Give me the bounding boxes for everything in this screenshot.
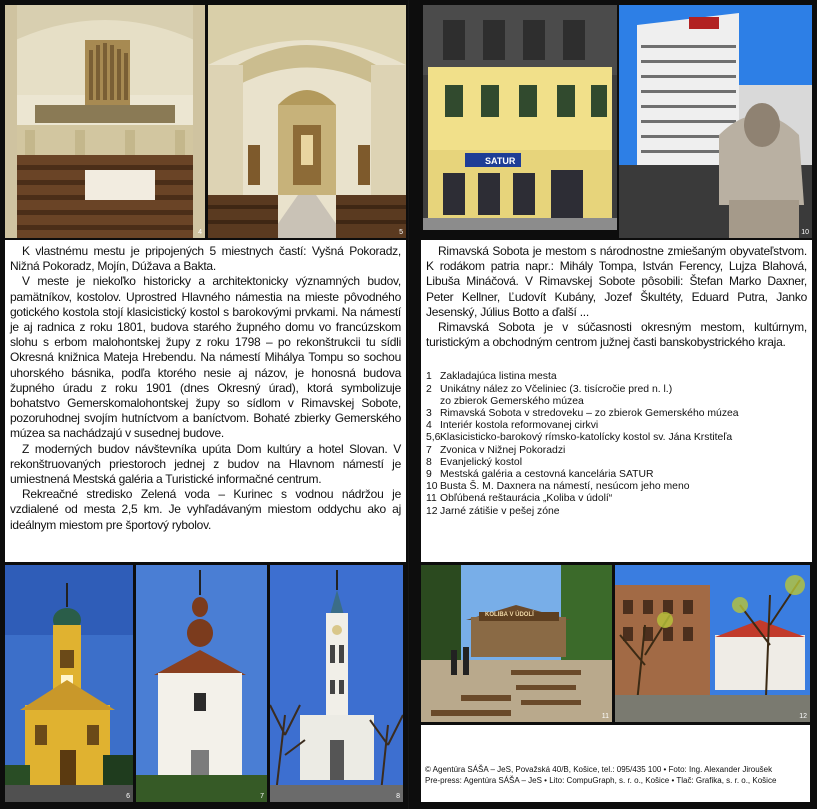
photo-number: 8 [396,793,400,800]
photo-bell-tower [136,565,267,802]
credits-line: © Agentúra SÁŠA – JeS, Považská 40/B, Košice, tel.: 095/435 100 • Foto: Ing. Alexander Jiroušek [425,765,773,774]
caption-item: zo zbierok Gemerského múzea [440,395,584,407]
text-paragraph: Rimavská Sobota je v súčasnosti okresným mestom, kultúrnym, turistickým a obchodným centrom južnej časti banskobystrického kraja. [426,320,807,350]
caption-item: 5,6 Klasicisticko-barokový rímsko-katolícky kostol sv. Jána Krstiteľa [426,432,733,444]
photo-number: 6 [126,793,130,800]
text-paragraph: K vlastnému mestu je pripojených 5 miestnych častí: Vyšná Pokoradz, Nižná Pokoradz, Mojín, Dúžava a Bakta. [10,244,401,274]
text-paragraph: Rimavská Sobota je mestom s národnostne zmiešaným obyvateľstvom. K rodákom patria napr.: Mihály Tompa, István Ferency, Lujza Blahová, Libuša Mináčová. V Rimavskej Sobote pôsobili: Štefan Marko Daxner, Peter Kellner, Ľudovít Kubány, Jozef Škultéty, Eduard Putra, Janko Jesenský, Július Botto a ďalší ... [426,244,807,319]
caption-item: 8 Evanjelický kostol [426,456,523,468]
text-paragraph: V meste je niekoľko historicky a architektonicky významných budov, pamätníkov, kostolov. Uprostred Hlavného námestia na mieste pôvodného gotického kostola stojí klasicistický kostol s barokovými prvkami. Na námestí je aj radnica z roku 1801, budova starého župného domu vo francúzskom slohu s erbom malohontskej župy z roku 1798 – po rekonštrukcii tu sídli Okresná knižnica Mateja Hrebendu. Na námestí Mihálya Tompu so sochou uhorského básnika, podľa ktorého nesie aj názov, je honosná budova župného úradu z roku 1901 (dnes Okresný úrad), ktorá symbolizuje bohatstvo Gemerskomalohontskej župy so sídlom v Rimavskej Sobote, pozoruhodnej svojím hutníctvom a baníctvom. Bohaté zbierky Gemerského múzea sa nachádzajú v susednej budove. [10,274,401,441]
caption-item: 2 Unikátny nález zo Včeliniec (3. tisícročie pred n. l.) [426,383,673,395]
photo-daxner-bust-hotel [619,5,812,238]
caption-item: 1 Zakladajúca listina mesta [426,371,557,383]
left-text-block [5,240,406,562]
photo-caption-list [426,371,807,517]
photo-pedestrian-zone [615,565,810,722]
credits-footer [421,725,810,802]
photo-number: 11 [601,713,609,720]
koliba-sign: KOLIBA V ÚDOLÍ [485,612,534,618]
photo-evangelical-church [270,565,403,802]
satur-sign: SATUR [485,156,516,166]
photo-number: 4 [198,229,202,236]
photo-koliba-restaurant [421,565,612,722]
photo-number: 10 [801,229,809,236]
photo-church-interior-organ [5,5,205,238]
photo-number: 7 [260,793,264,800]
photo-church-nave [208,5,406,238]
text-paragraph: Rekreačné stredisko Zelená voda – Kurinec s vodnou nádržou je vzdialené od mesta 2,5 km. Je vyhľadávaným miestom oddychu ako aj ideálnym miestom pre športový rybolov. [10,487,401,532]
photo-number: 12 [799,713,807,720]
credits-line: Pre-press: Agentúra SÁŠA – JeS • Lito: CompuGraph, s. r. o., Košice • Tlač: Grafika, s. r. o., Košice [425,776,777,785]
photo-yellow-church [5,565,133,802]
right-text-block [421,240,812,562]
caption-item: 11 Obľúbená reštaurácia „Koliba v údolí“ [426,493,613,505]
text-paragraph: Z moderných budov návštevníka upúta Dom kultúry a hotel Slovan. V rekonštruovaných priestoroch jednej z budov na Hlavnom námestí je umiestnená Mestská galéria a Turistické informačné centrum. [10,441,401,487]
photo-gallery-satur-building [423,5,617,230]
caption-item: 12 Jarné zátišie v pešej zóne [426,505,560,517]
caption-item: 9 Mestská galéria a cestovná kancelária SATUR [426,469,654,481]
caption-item: 4 Interiér kostola reformovanej cirkvi [426,420,599,432]
photo-number: 5 [399,229,403,236]
caption-item: 7 Zvonica v Nižnej Pokoradzi [426,444,566,456]
caption-item: 10 Busta Š. M. Daxnera na námestí, nesúcom jeho meno [426,481,690,493]
caption-item: 3 Rimavská Sobota v stredoveku – zo zbierok Gemerského múzea [426,408,739,420]
